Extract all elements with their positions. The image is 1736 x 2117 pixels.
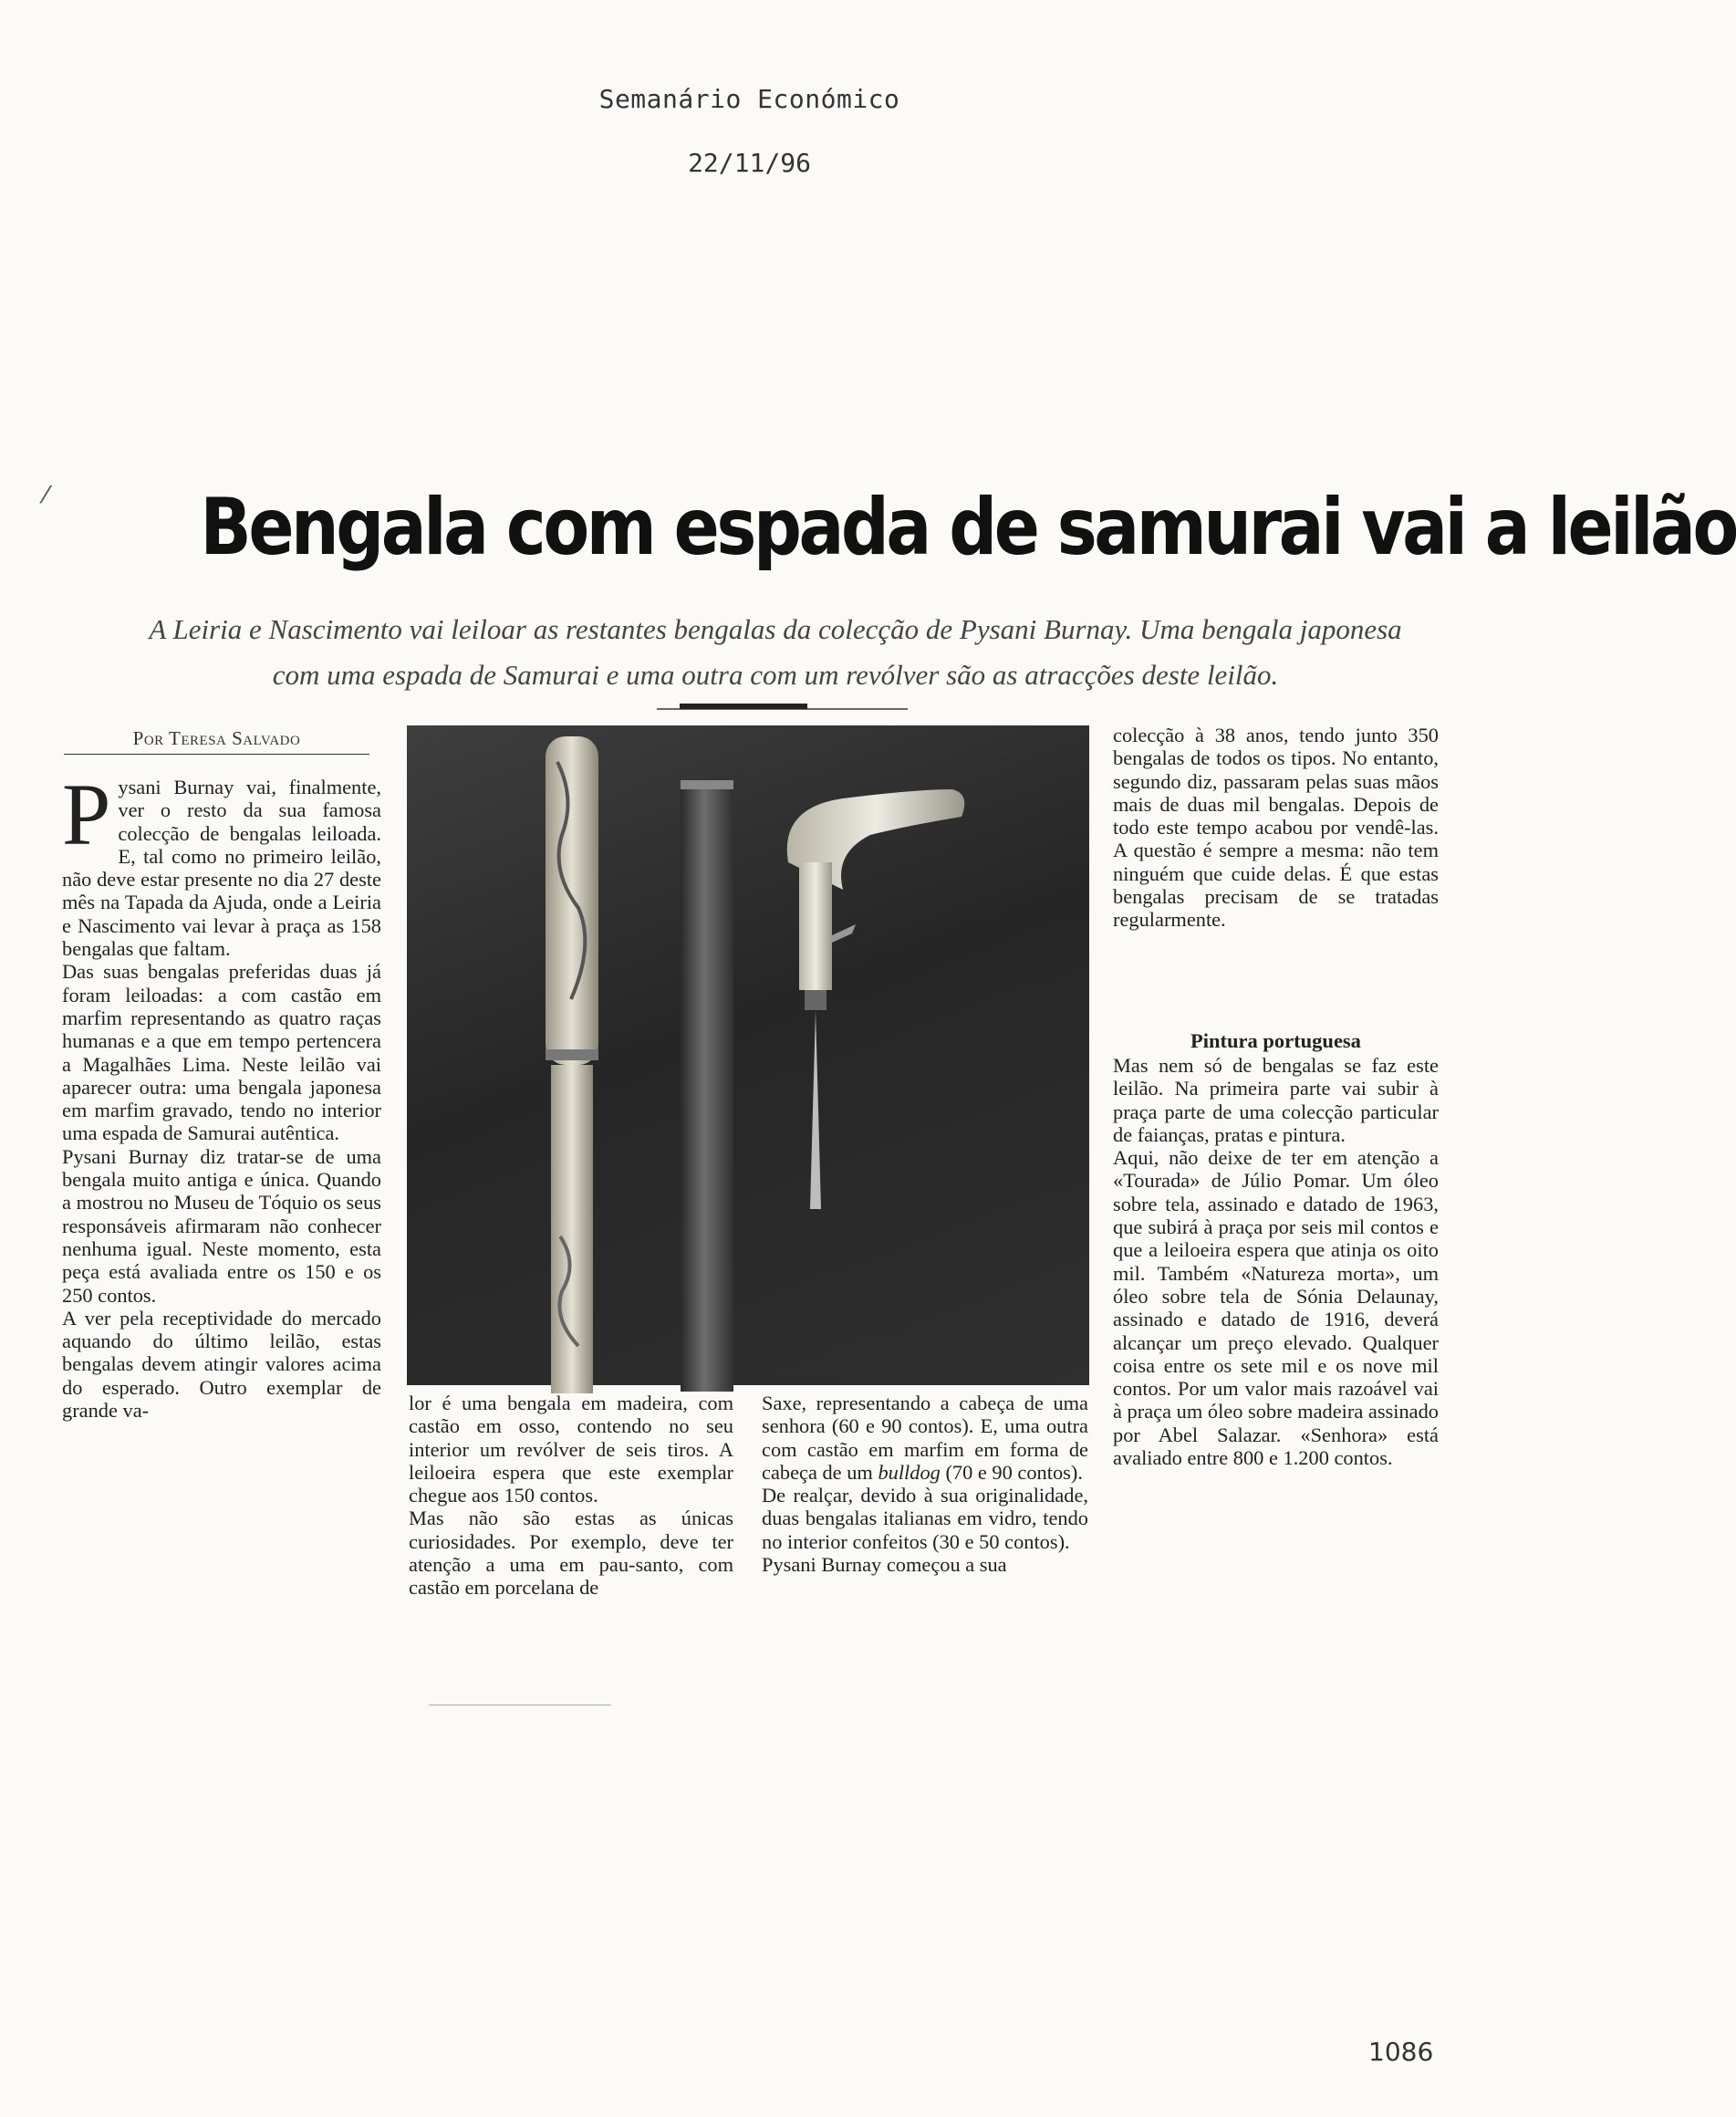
walking-sticks-illustration <box>407 725 1089 1385</box>
byline <box>64 727 369 755</box>
col4-paragraph-2: Mas nem só de bengalas se faz este leilão. Na primeira parte vai subir à praça parte de uma colecção particular de faianças, pratas e pintura. <box>1113 1054 1439 1146</box>
byline-text: Por Teresa Salvado <box>132 727 301 749</box>
col2-paragraph-2: Mas não são estas as únicas curiosidades. Por exemplo, deve ter atenção a uma em pau-santo, com castão em porcelana de <box>409 1507 733 1600</box>
column-4-top <box>1113 724 1439 932</box>
drop-cap: P <box>62 766 111 863</box>
column-3 <box>762 1392 1088 1576</box>
column-4-bottom <box>1113 1054 1439 1469</box>
col1-paragraph-2: Das suas bengalas preferidas duas já foram leiloadas: a com castão em marfim representando as quatro raças humanas e a que em tempo pertencera a Magalhães Lima. Neste leilão vai aparecer outra: uma bengala japonesa em marfim gravado, tendo no interior uma espada de Samurai autêntica. <box>62 960 381 1145</box>
col3-text-a: Saxe, representando a cabeça de uma senhora (60 e 90 contos). E, uma outra com castão em marfim em forma de cabeça de um <box>762 1392 1088 1484</box>
subheading: Pintura portuguesa <box>1190 1029 1361 1052</box>
separator-rule-bold <box>680 704 807 709</box>
col2-paragraph-1: lor é uma bengala em madeira, com castão em osso, contendo no seu interior um revólver de seis tiros. A leiloeira espera que este exemplar chegue aos 150 contos. <box>409 1392 733 1507</box>
lead-paragraph: A Leiria e Nascimento vai leiloar as restantes bengalas da colecção de Pysani Burnay. Uma bengala japonesa com uma espada de Samurai e uma outra com um revólver são as atracções deste leilão. <box>149 613 1402 691</box>
walking-sticks-photo <box>407 725 1089 1385</box>
col4-paragraph-3: Aqui, não deixe de ter em atenção a «Tourada» de Júlio Pomar. Um óleo sobre tela, assinado e datado de 1963, que subirá à praça por seis mil contos e que a leiloeira espera que atinja os oito mil. Também «Natureza morta», um óleo sobre tela de Sónia Delaunay, assinado e datado de 1916, deverá alcançar um preço elevado. Qualquer coisa entre os sete mil e os nove mil contos. Por um valor mais razoável vai à praça um óleo sobre madeira assinado por Abel Salazar. «Senhora» está avaliado entre 800 e 1.200 contos. <box>1113 1146 1439 1470</box>
col1-paragraph-3: Pysani Burnay diz tratar-se de uma bengala muito antiga e única. Quando a mostrou no Museu de Tóquio os seus responsáveis afirmaram não conhecer nenhuma igual. Neste momento, esta peça está avaliada entre os 150 e os 250 contos. <box>62 1144 381 1307</box>
col3-paragraph-2: De realçar, devido à sua originalidade, duas bengalas italianas em vidro, tendo no interior confeitos (30 e 50 contos). <box>762 1484 1088 1553</box>
publication-name: Semanário Económico <box>598 84 900 114</box>
col3-paragraph-1 <box>762 1392 1088 1484</box>
col1-paragraph-1: ysani Burnay vai, finalmente, ver o resto da sua famosa colecção de bengalas leiloada. E, tal como no primeiro leilão, não deve estar presente no dia 27 deste mês na Tapada da Ajuda, onde a Leiria e Nascimento vai levar à praça as 158 bengalas que faltam. <box>62 776 381 961</box>
col3-text-b: (70 e 90 contos). <box>940 1460 1083 1484</box>
column-2 <box>409 1392 733 1600</box>
col1-paragraph-4: A ver pela receptividade do mercado aquando do último leilão, estas bengalas devem atingir valores acima do esperado. Outro exemplar de grande va- <box>62 1306 381 1423</box>
margin-mark: ⁄ <box>44 482 48 509</box>
column-1 <box>62 766 381 1423</box>
page-number: 1086 <box>1368 2037 1434 2067</box>
col4-paragraph-1: colecção à 38 anos, tendo junto 350 bengalas de todos os tipos. No entanto, segundo diz, passaram pelas suas mãos mais de duas mil bengalas. Depois de todo este tempo acabou por vendê-las. A questão é sempre a mesma: não tem ninguém que cuide delas. É que estas bengalas precisam de se tratadas regularmente. <box>1113 724 1439 932</box>
publication-date: 22/11/96 <box>688 148 811 178</box>
col3-paragraph-3: Pysani Burnay começou a sua <box>762 1553 1007 1577</box>
col3-italic-term: bulldog <box>878 1460 941 1484</box>
headline: Bengala com espada de samurai vai a leilão <box>200 482 1736 573</box>
